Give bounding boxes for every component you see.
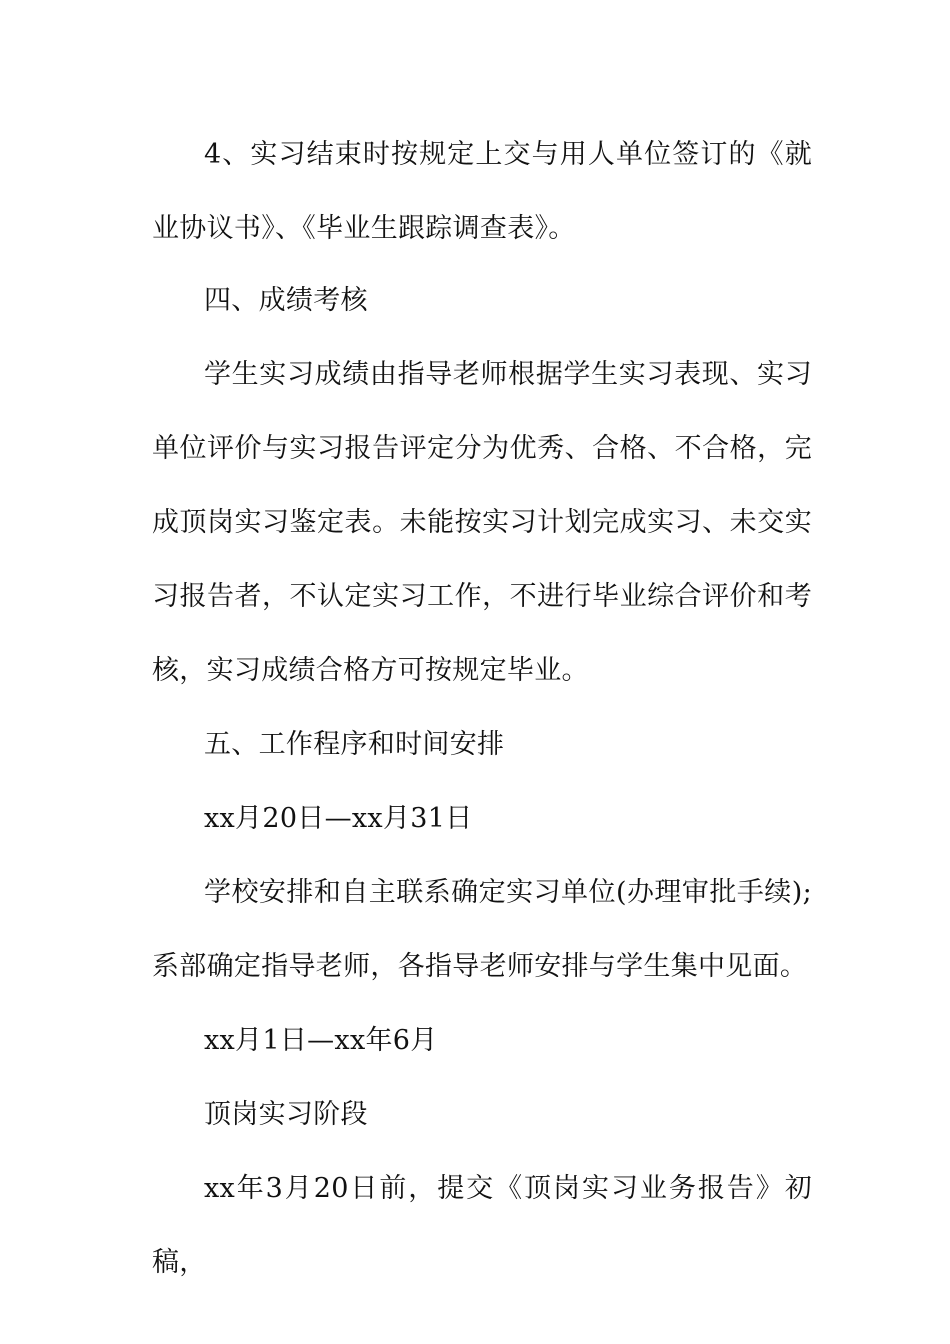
section-heading-schedule: 五、工作程序和时间安排 bbox=[204, 729, 505, 760]
section-heading-assessment: 四、成绩考核 bbox=[204, 285, 368, 316]
paragraph-report-submission: xx年3月20日前，提交《顶岗实习业务报告》初稿， bbox=[152, 1173, 812, 1278]
schedule-date-range-1: xx月20日—xx月31日 bbox=[204, 803, 473, 834]
paragraph-submission-requirement: 4、实习结束时按规定上交与用人单位签订的《就业协议书》、《毕业生跟踪调查表》。 bbox=[152, 139, 812, 244]
paragraph-internship-stage: 顶岗实习阶段 bbox=[204, 1099, 368, 1130]
schedule-date-range-2: xx月1日—xx年6月 bbox=[204, 1025, 438, 1056]
paragraph-schedule-task-1: 学校安排和自主联系确定实习单位(办理审批手续);系部确定指导老师，各指导老师安排与学生集中见面。 bbox=[152, 877, 812, 982]
paragraph-assessment-details: 学生实习成绩由指导老师根据学生实习表现、实习单位评价与实习报告评定分为优秀、合格、不合格，完成顶岗实习鉴定表。未能按实习计划完成实习、未交实习报告者，不认定实习工作，不进行毕业综合评价和考核，实习成绩合格方可按规定毕业。 bbox=[152, 359, 812, 686]
